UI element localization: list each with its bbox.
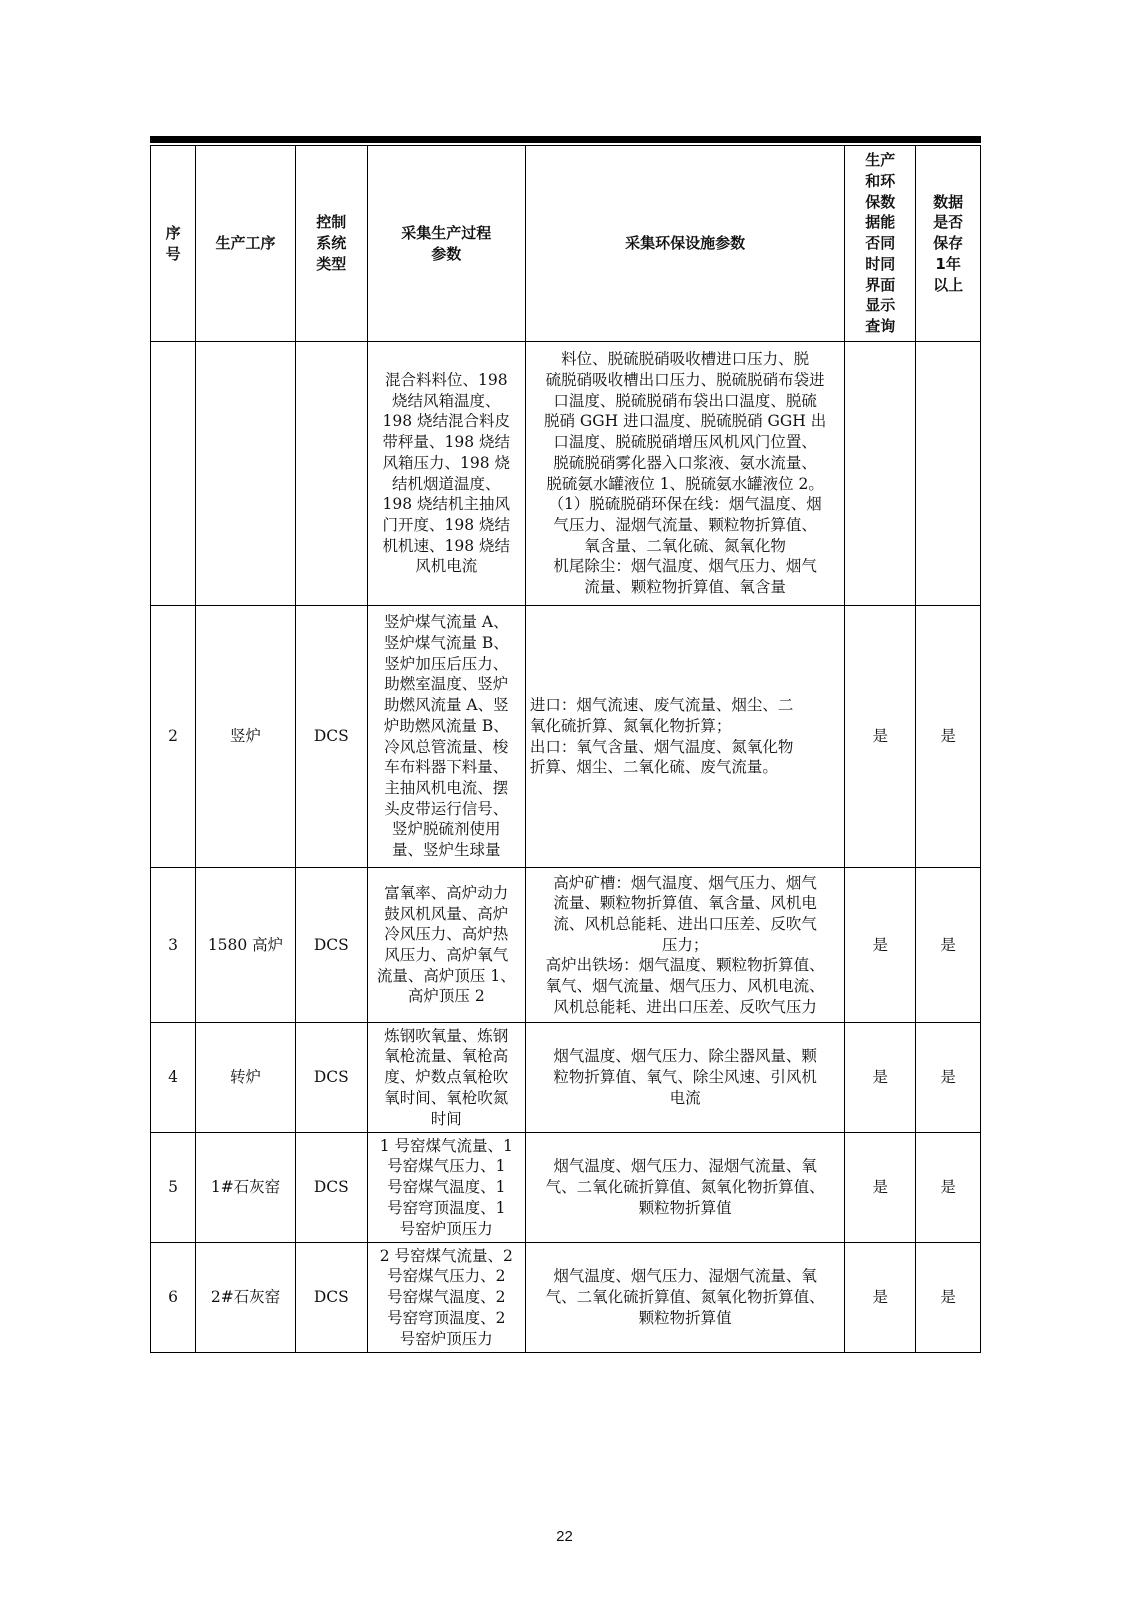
row-production-params: 1 号窑煤气流量、1 号窑煤气压力、1 号窑煤气温度、1 号窑穹顶温度、1 号窑炉顶压力 (367, 1133, 525, 1243)
row-env-params: 高炉矿槽：烟气温度、烟气压力、烟气 流量、颗粒物折算值、氧含量、风机电 流、风机总能耗、进出口压差、反吹气 压力； 高炉出铁场：烟气温度、颗粒物折算值、 氧气、烟气流量、烟气压力、风机电流、 风机总能耗、进出口压差、反吹气压力 (525, 868, 844, 1023)
row-seq: 5 (151, 1133, 196, 1243)
page-number: 22 (556, 1528, 573, 1545)
row-seq: 2 (151, 606, 196, 868)
table-row (151, 1243, 981, 1353)
header-same-ui: 生产 和环 保数 据能 否同 时同 界面 显示 查询 (845, 146, 916, 342)
header-keep-year: 数据 是否 保存 1年 以上 (916, 146, 981, 342)
row-keep-year: 是 (916, 1243, 981, 1353)
row-control: DCS (295, 1023, 367, 1133)
row-same-ui: 是 (845, 1133, 916, 1243)
header-production-params: 采集生产过程 参数 (367, 146, 525, 342)
row-env-params: 烟气温度、烟气压力、湿烟气流量、氧 气、二氧化硫折算值、氮氧化物折算值、 颗粒物折算值 (525, 1133, 844, 1243)
row-production-params: 竖炉煤气流量 A、 竖炉煤气流量 B、 竖炉加压后压力、 助燃室温度、竖炉 助燃风流量 A、竖 炉助燃风流量 B、 冷风总管流量、梭 车布料器下料量、 主抽风机电流、摆 头皮带运行信号、 竖炉脱硫剂使用 量、竖炉生球量 (367, 606, 525, 868)
table-top-rule (150, 136, 981, 143)
header-env-params: 采集环保设施参数 (525, 146, 844, 342)
row-same-ui: 是 (845, 1243, 916, 1353)
row-same-ui: 是 (845, 606, 916, 868)
row-keep-year (916, 342, 981, 606)
row-control: DCS (295, 1243, 367, 1353)
table-row (151, 1133, 981, 1243)
row-control: DCS (295, 606, 367, 868)
row-production-params: 2 号窑煤气流量、2 号窑煤气压力、2 号窑煤气温度、2 号窑穹顶温度、2 号窑炉顶压力 (367, 1243, 525, 1353)
row-process: 竖炉 (196, 606, 296, 868)
parameter-table (150, 145, 981, 1353)
row-process: 2#石灰窑 (196, 1243, 296, 1353)
row-process (196, 342, 296, 606)
row-production-params: 炼钢吹氧量、炼钢 氧枪流量、氧枪高 度、炉数点氧枪吹 氧时间、氧枪吹氮 时间 (367, 1023, 525, 1133)
row-keep-year: 是 (916, 606, 981, 868)
table-row (151, 342, 981, 606)
row-seq: 6 (151, 1243, 196, 1353)
row-same-ui: 是 (845, 868, 916, 1023)
row-keep-year: 是 (916, 1133, 981, 1243)
row-env-params: 烟气温度、烟气压力、湿烟气流量、氧 气、二氧化硫折算值、氮氧化物折算值、 颗粒物折算值 (525, 1243, 844, 1353)
row-control (295, 342, 367, 606)
row-env-params: 烟气温度、烟气压力、除尘器风量、颗 粒物折算值、氧气、除尘风速、引风机 电流 (525, 1023, 844, 1133)
row-process: 1#石灰窑 (196, 1133, 296, 1243)
table-row (151, 868, 981, 1023)
table-row (151, 1023, 981, 1133)
row-env-params: 料位、脱硫脱硝吸收槽进口压力、脱 硫脱硝吸收槽出口压力、脱硫脱硝布袋进 口温度、脱硫脱硝布袋出口温度、脱硫 脱硝 GGH 进口温度、脱硫脱硝 GGH 出 口温度、脱硫脱硝增压风机风门位置、 脱硫脱硝雾化器入口浆液、氨水流量、 脱硫氨水罐液位 1、脱硫氨水罐液位 2。 （1）脱硫脱硝环保在线：烟气温度、烟 气压力、湿烟气流量、颗粒物折算值、 氧含量、二氧化硫、氮氧化物 机尾除尘：烟气温度、烟气压力、烟气 流量、颗粒物折算值、氧含量 (525, 342, 844, 606)
header-control-type: 控制 系统 类型 (295, 146, 367, 342)
row-env-params: 进口：烟气流速、废气流量、烟尘、二 氧化硫折算、氮氧化物折算； 出口：氧气含量、烟气温度、氮氧化物 折算、烟尘、二氧化硫、废气流量。 (525, 606, 844, 868)
row-keep-year: 是 (916, 868, 981, 1023)
row-process: 1580 高炉 (196, 868, 296, 1023)
header-seq: 序 号 (151, 146, 196, 342)
row-production-params: 混合料料位、198 烧结风箱温度、 198 烧结混合料皮 带秤量、198 烧结 风箱压力、198 烧 结机烟道温度、 198 烧结机主抽风 门开度、198 烧结 机机速、198 烧结 风机电流 (367, 342, 525, 606)
table-row (151, 606, 981, 868)
row-seq: 3 (151, 868, 196, 1023)
row-control: DCS (295, 868, 367, 1023)
row-seq: 4 (151, 1023, 196, 1133)
row-production-params: 富氧率、高炉动力 鼓风机风量、高炉 冷风压力、高炉热 风压力、高炉氧气 流量、高炉顶压 1、 高炉顶压 2 (367, 868, 525, 1023)
header-row (151, 146, 981, 342)
row-same-ui: 是 (845, 1023, 916, 1133)
row-seq (151, 342, 196, 606)
row-same-ui (845, 342, 916, 606)
row-process: 转炉 (196, 1023, 296, 1133)
row-control: DCS (295, 1133, 367, 1243)
row-keep-year: 是 (916, 1023, 981, 1133)
header-process: 生产工序 (196, 146, 296, 342)
